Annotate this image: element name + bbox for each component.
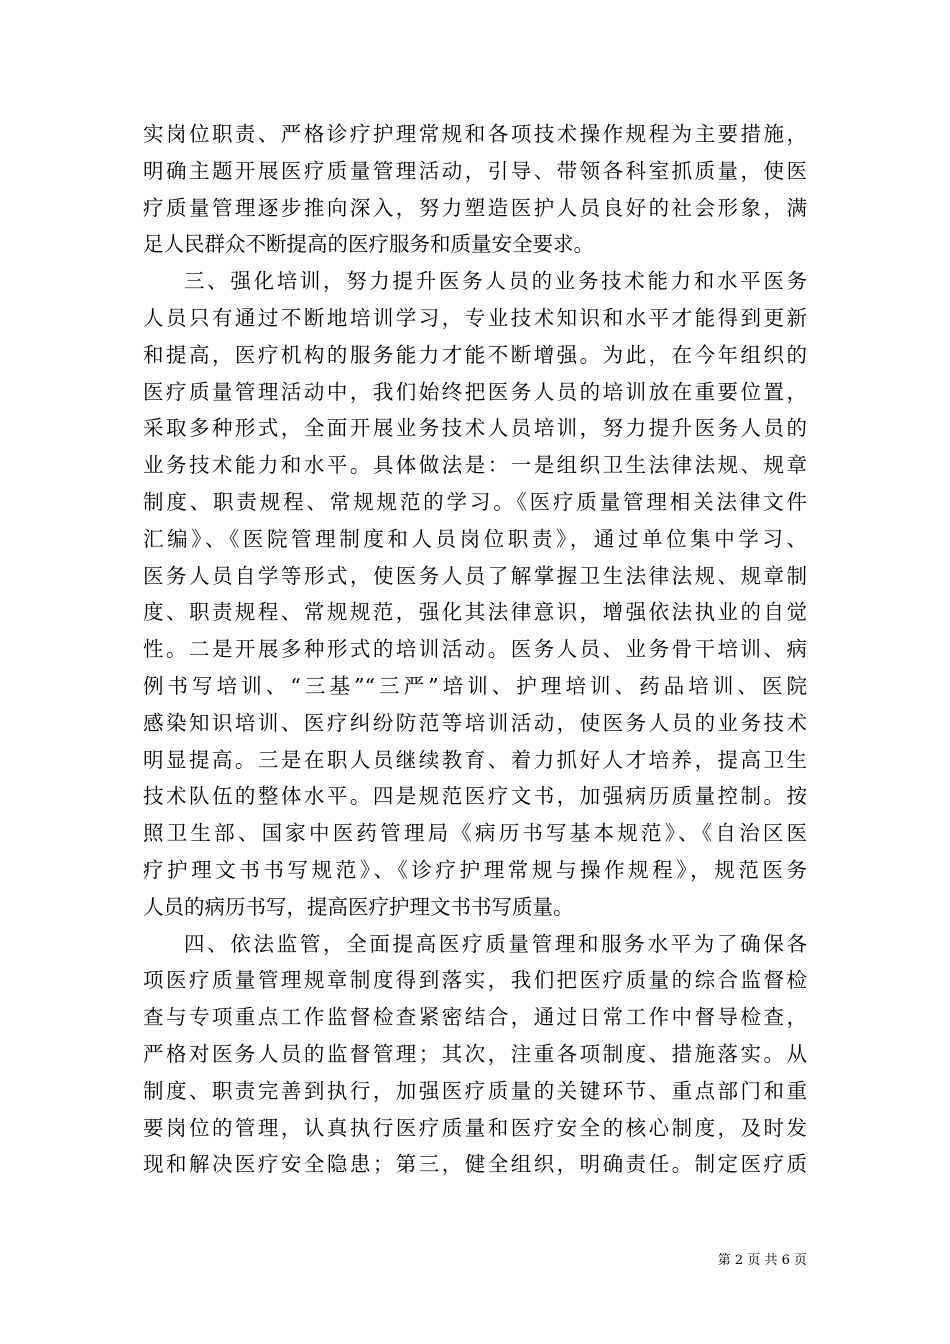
text-line: 汇编》、《医院管理制度和人员岗位职责》，通过单位集中学习、 — [143, 526, 807, 551]
text-line: 明显提高。三是在职人员继续教育、着力抓好人才培养，提高卫生 — [143, 747, 807, 772]
text-line: 照卫生部、国家中医药管理局《病历书写基本规范》、《自治区医 — [143, 821, 807, 846]
text-line: 疗护理文书书写规范》、《诊疗护理常规与操作规程》，规范医务 — [143, 857, 807, 882]
document-body — [143, 116, 807, 1183]
text-line: 医务人员自学等形式，使医务人员了解掌握卫生法律法规、规章制 — [143, 563, 807, 588]
text-line: 感染知识培训、医疗纠纷防范等培训活动，使医务人员的业务技术 — [143, 710, 807, 735]
text-line: 要岗位的管理，认真执行医疗质量和医疗安全的核心制度，及时发 — [143, 1115, 807, 1140]
text-line: 明确主题开展医疗质量管理活动，引导、带领各科室抓质量，使医 — [143, 158, 807, 183]
text-line: 疗质量管理逐步推向深入，努力塑造医护人员良好的社会形象，满 — [143, 195, 807, 220]
text-line: 度、职责规程、常规规范，强化其法律意识，增强依法执业的自觉 — [143, 600, 807, 625]
text-line: 足人民群众不断提高的医疗服务和质量安全要求。 — [143, 232, 594, 257]
text-line: 例书写培训、“三基”“三严”培训、护理培训、药品培训、医院 — [143, 673, 807, 698]
text-line: 和提高，医疗机构的服务能力才能不断增强。为此，在今年组织的 — [143, 342, 807, 367]
text-line: 三、强化培训，努力提升医务人员的业务技术能力和水平医务 — [184, 269, 807, 294]
text-line: 四、依法监管，全面提高医疗质量管理和服务水平为了确保各 — [184, 931, 807, 956]
text-line: 现和解决医疗安全隐患；第三，健全组织，明确责任。制定医疗质 — [143, 1152, 807, 1177]
text-line: 查与专项重点工作监督检查紧密结合，通过日常工作中督导检查， — [143, 1005, 807, 1030]
text-line: 制度、职责完善到执行，加强医疗质量的关键环节、重点部门和重 — [143, 1078, 807, 1103]
text-line: 实岗位职责、严格诊疗护理常规和各项技术操作规程为主要措施， — [143, 122, 807, 146]
text-line: 人员只有通过不断地培训学习，专业技术知识和水平才能得到更新 — [143, 305, 807, 330]
text-line: 严格对医务人员的监督管理；其次，注重各项制度、措施落实。从 — [143, 1041, 807, 1066]
text-line: 制度、职责规程、常规规范的学习。《医疗质量管理相关法律文件 — [143, 489, 807, 514]
text-line: 技术队伍的整体水平。四是规范医疗文书，加强病历质量控制。按 — [143, 784, 807, 809]
page-number-footer: 第 2 页 共 6 页 — [717, 1253, 807, 1268]
text-line: 性。二是开展多种形式的培训活动。医务人员、业务骨干培训、病 — [143, 637, 807, 662]
text-line: 医疗质量管理活动中，我们始终把医务人员的培训放在重要位置， — [143, 379, 807, 404]
text-line: 采取多种形式，全面开展业务技术人员培训，努力提升医务人员的 — [143, 416, 807, 441]
text-line: 业务技术能力和水平。具体做法是：一是组织卫生法律法规、规章 — [143, 453, 807, 478]
text-line: 人员的病历书写，提高医疗护理文书书写质量。 — [143, 894, 574, 919]
text-line: 项医疗质量管理规章制度得到落实，我们把医疗质量的综合监督检 — [143, 968, 807, 993]
